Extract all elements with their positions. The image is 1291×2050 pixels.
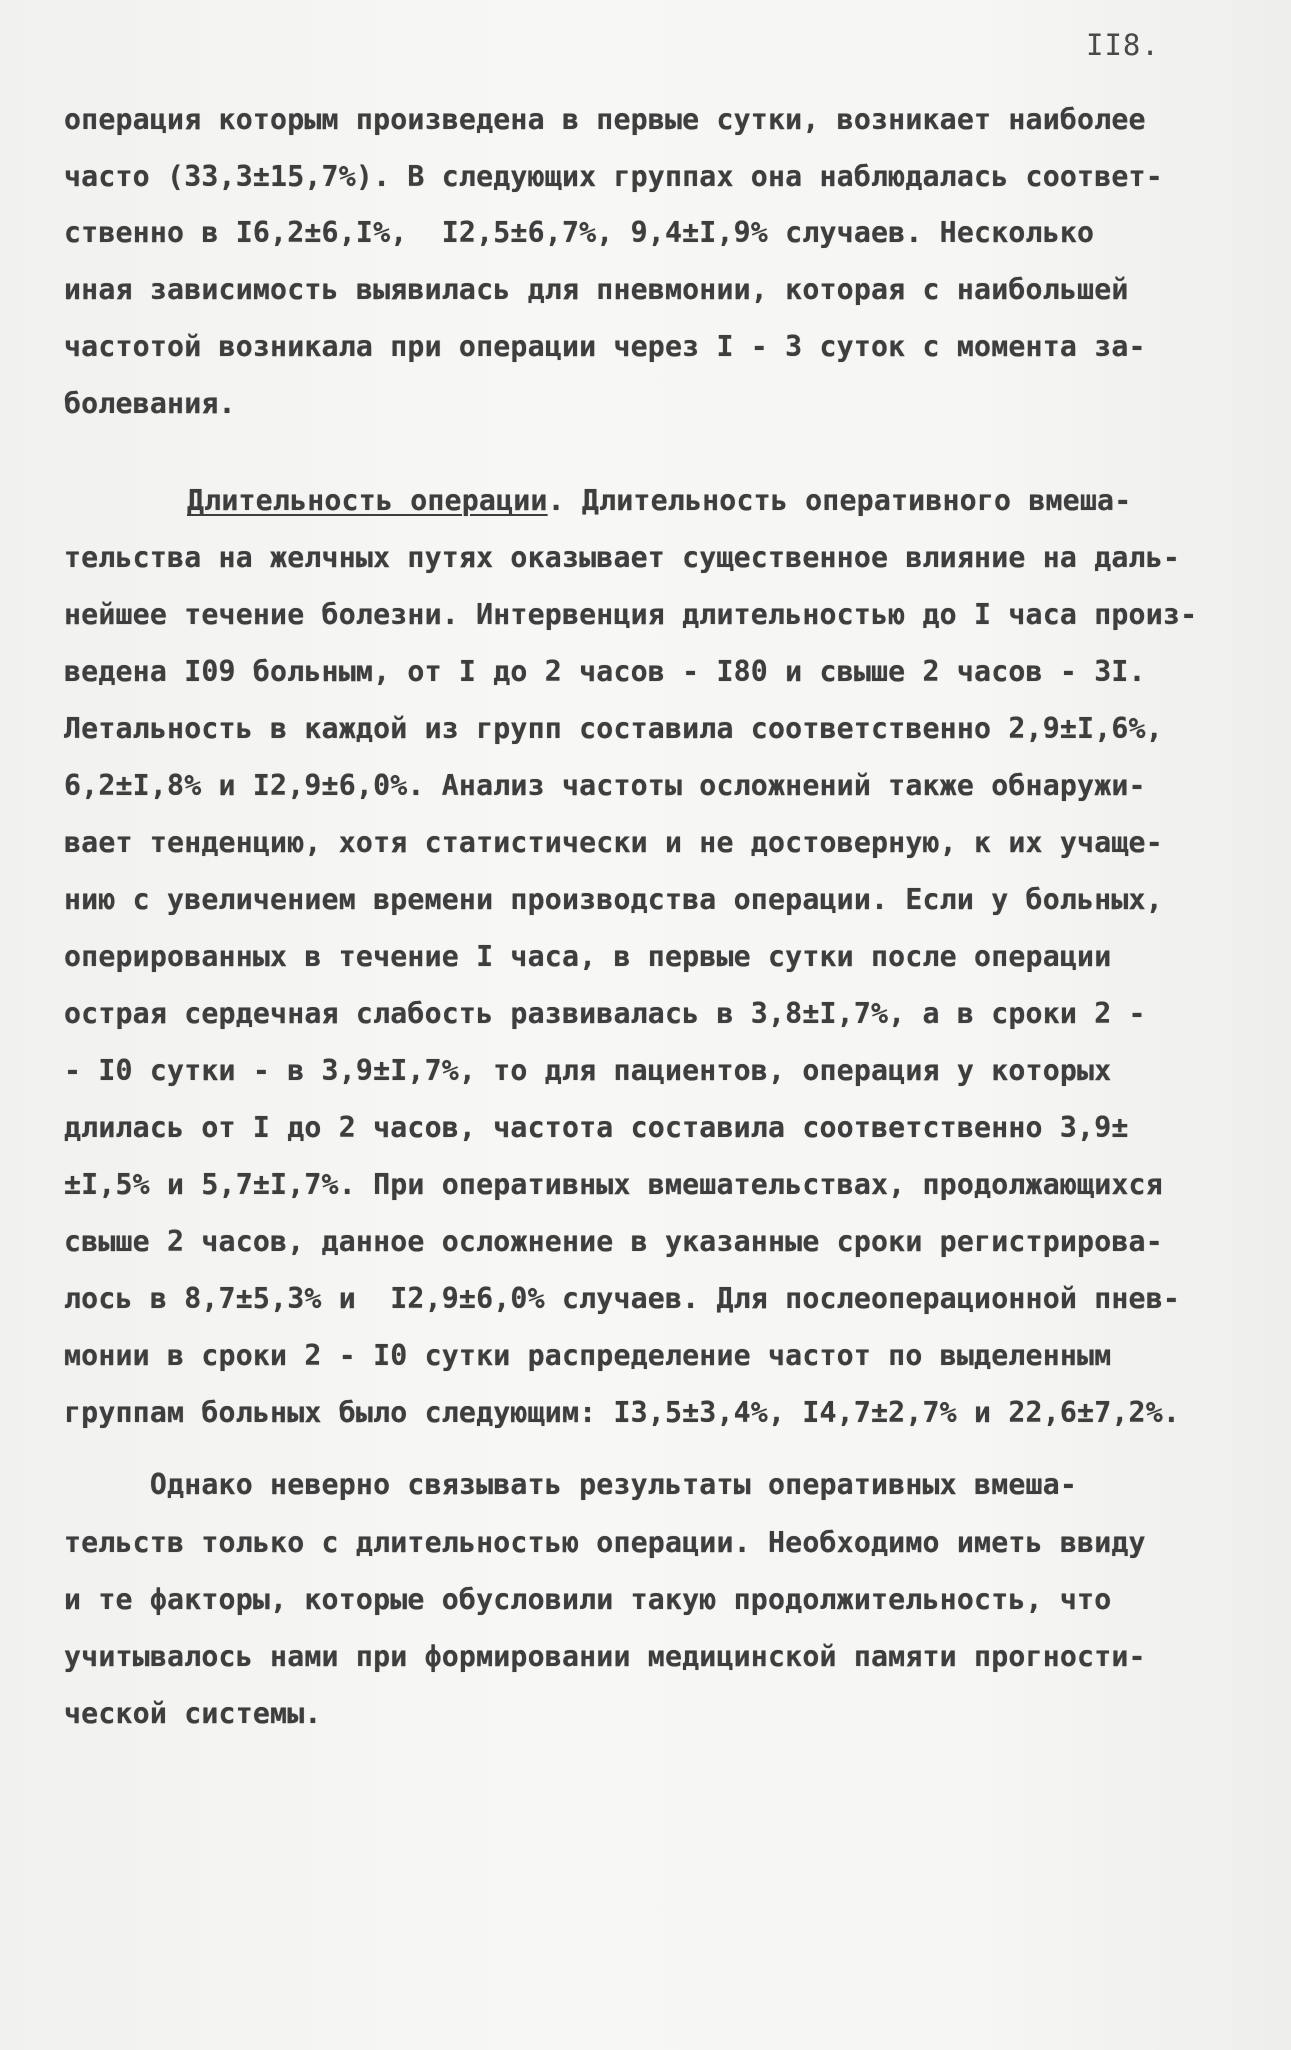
- text-line: частотой возникала при операции через I - 3 суток с момента за-: [64, 330, 1146, 363]
- text-line: ±I,5% и 5,7±I,7%. При оперативных вмешательствах, продолжающихся: [64, 1168, 1163, 1201]
- text-line: длилась от I до 2 часов, частота составила соответственно 3,9±: [64, 1111, 1129, 1144]
- text-line: тельств только с длительностью операции. Необходимо иметь ввиду: [64, 1526, 1146, 1559]
- text-line: лось в 8,7±5,3% и I2,9±6,0% случаев. Для послеоперационной пнев-: [64, 1282, 1181, 1315]
- text-line: иная зависимость выявилась для пневмонии, которая с наибольшей: [64, 273, 1129, 306]
- text-line: тельства на желчных путях оказывает существенное влияние на даль-: [64, 541, 1181, 574]
- text-line: нию с увеличением времени производства операции. Если у больных,: [64, 883, 1163, 916]
- text-line: нейшее течение болезни. Интервенция длительностью до I часа произ-: [64, 598, 1198, 631]
- text-line: Летальность в каждой из групп составила соответственно 2,9±I,6%,: [64, 712, 1163, 745]
- text-line: операция которым произведена в первые сутки, возникает наиболее: [64, 103, 1146, 136]
- text-line: свыше 2 часов, данное осложнение в указанные сроки регистрирова-: [64, 1225, 1163, 1258]
- text-line: вает тенденцию, хотя статистически и не достоверную, к их учаще-: [64, 826, 1163, 859]
- text-line: болевания.: [64, 387, 236, 420]
- text-line: острая сердечная слабость развивалась в 3,8±I,7%, а в сроки 2 -: [64, 997, 1146, 1030]
- text-line: [187, 484, 1132, 517]
- text-line: монии в сроки 2 - I0 сутки распределение частот по выделенным: [64, 1339, 1112, 1372]
- text-line: группам больных было следующим: I3,5±3,4%, I4,7±2,7% и 22,6±7,2%.: [64, 1396, 1181, 1429]
- text-line: ведена I09 больным, от I до 2 часов - I80 и свыше 2 часов - 3I.: [64, 655, 1146, 688]
- text-line: и те факторы, которые обусловили такую продолжительность, что: [64, 1583, 1112, 1616]
- text-fragment: . Длительность оперативного вмеша-: [547, 484, 1132, 517]
- text-line: - I0 сутки - в 3,9±I,7%, то для пациентов, операция у которых: [64, 1054, 1112, 1087]
- text-line: ственно в I6,2±6,I%, I2,5±6,7%, 9,4±I,9% случаев. Несколько: [64, 216, 1095, 249]
- page-number: II8.: [1086, 28, 1160, 62]
- text-line: учитывалось нами при формировании медицинской памяти прогности-: [64, 1640, 1146, 1673]
- text-line: Однако неверно связывать результаты оперативных вмеша-: [64, 1468, 1078, 1501]
- text-line: ческой системы.: [64, 1697, 322, 1730]
- section-heading: Длительность операции: [187, 484, 548, 517]
- text-line: 6,2±I,8% и I2,9±6,0%. Анализ частоты осложнений также обнаружи-: [64, 769, 1146, 802]
- text-line: часто (33,3±15,7%). В следующих группах она наблюдалась соответ-: [64, 160, 1163, 193]
- text-line: оперированных в течение I часа, в первые сутки после операции: [64, 940, 1112, 973]
